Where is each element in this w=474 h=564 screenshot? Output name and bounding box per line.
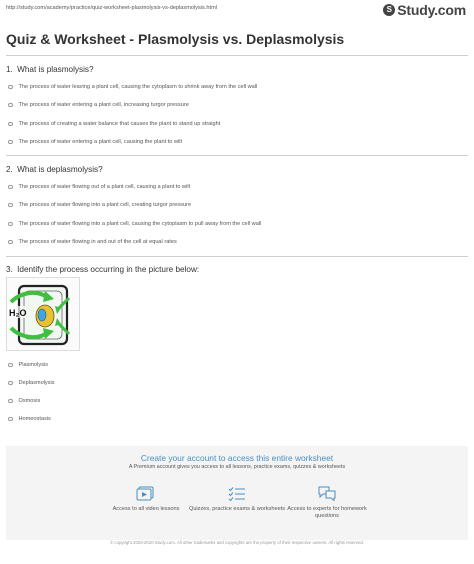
option-label: Plasmolysis — [18, 362, 49, 368]
answer-option[interactable] — [8, 416, 51, 422]
radio-button[interactable] — [8, 381, 13, 386]
radio-button[interactable] — [8, 122, 13, 127]
option-label: Homeostasis — [18, 416, 51, 422]
question-text: What is plasmolysis? — [17, 65, 94, 74]
option-label: The process of water flowing out of a plant cell, causing a plant to wilt — [18, 184, 191, 190]
question-3 — [6, 265, 199, 274]
question-2 — [6, 165, 103, 174]
question-number: 1. — [6, 65, 13, 74]
answer-option[interactable] — [8, 202, 191, 208]
radio-button[interactable] — [8, 240, 13, 245]
logo-text: Study.com — [397, 2, 466, 18]
answer-option[interactable] — [8, 398, 40, 404]
question-divider — [6, 155, 468, 156]
chat-icon — [317, 485, 337, 501]
radio-button[interactable] — [8, 103, 13, 108]
answer-option[interactable] — [8, 102, 189, 108]
feature-label: Access to experts for homework questions — [287, 506, 367, 519]
radio-button[interactable] — [8, 363, 13, 368]
page-url[interactable]: http://study.com/academy/practice/quiz-worksheet-plasmolysis-vs-deplasmolysis.html — [6, 5, 217, 11]
checklist-icon — [227, 485, 247, 501]
study-logo[interactable] — [383, 2, 466, 18]
page-header — [0, 0, 474, 22]
copyright-notice — [0, 540, 474, 546]
answer-option[interactable] — [8, 221, 261, 227]
radio-button[interactable] — [8, 85, 13, 90]
question-divider — [6, 256, 468, 257]
radio-button[interactable] — [8, 222, 13, 227]
cta-subtitle: A Premium account gives you access to all lessons, practice exams, quizzes & worksheets — [128, 464, 346, 470]
option-label: The process of water entering a plant cell, causing the plant to wilt — [18, 139, 183, 145]
option-label: The process of water entering a plant cell, increasing turgor pressure — [18, 102, 189, 108]
option-label: Deplasmolysis — [18, 380, 55, 386]
feature-label: Access to all video lessons — [112, 506, 180, 512]
cta-title[interactable]: Create your account to access this entire worksheet — [140, 453, 334, 463]
answer-option[interactable] — [8, 362, 48, 368]
question-number: 2. — [6, 165, 13, 174]
title-divider — [6, 55, 468, 56]
option-label: The process of creating a water balance that causes the plant to stand up straight — [18, 121, 221, 127]
plant-cell-figure — [6, 277, 80, 351]
feature-video-lessons — [96, 485, 196, 513]
answer-option[interactable] — [8, 84, 257, 90]
question-number: 3. — [6, 265, 13, 274]
feature-quizzes — [187, 485, 287, 513]
radio-button[interactable] — [8, 140, 13, 145]
option-label: The process of water flowing into a plant cell, causing the cytoplasm to pull away from the cell wall — [18, 221, 262, 227]
answer-option[interactable] — [8, 121, 220, 127]
feature-label: Quizzes, practice exams & worksheets — [188, 506, 286, 512]
question-1 — [6, 65, 94, 74]
radio-button[interactable] — [8, 399, 13, 404]
radio-button[interactable] — [8, 417, 13, 422]
feature-experts — [277, 485, 377, 520]
radio-button[interactable] — [8, 185, 13, 190]
answer-option[interactable] — [8, 184, 190, 190]
question-text: What is deplasmolysis? — [17, 165, 103, 174]
answer-option[interactable] — [8, 380, 55, 386]
option-label: Osmosis — [18, 398, 41, 404]
logo-mark: S — [383, 4, 395, 16]
vacuole — [38, 309, 46, 321]
copyright-text: © copyright 2003-2020 Study.com. All other trademarks and copyrights are the property of their respective owners. All rights reserved. — [110, 540, 364, 545]
option-label: The process of water flowing in and out of the cell at equal rates — [18, 239, 177, 245]
answer-option[interactable] — [8, 239, 177, 245]
option-label: The process of water flowing into a plant cell, creating turgor pressure — [18, 202, 192, 208]
page-title: Quiz & Worksheet - Plasmolysis vs. Deplasmolysis — [6, 31, 345, 47]
figure-label: H₂O — [9, 308, 27, 318]
option-label: The process of water leaving a plant cell, causing the cytoplasm to shrink away from the cell wall — [18, 84, 258, 90]
video-icon — [136, 485, 156, 501]
answer-option[interactable] — [8, 139, 182, 145]
radio-button[interactable] — [8, 203, 13, 208]
plant-cell-illustration — [7, 278, 79, 350]
question-text: Identify the process occurring in the picture below: — [17, 265, 200, 274]
